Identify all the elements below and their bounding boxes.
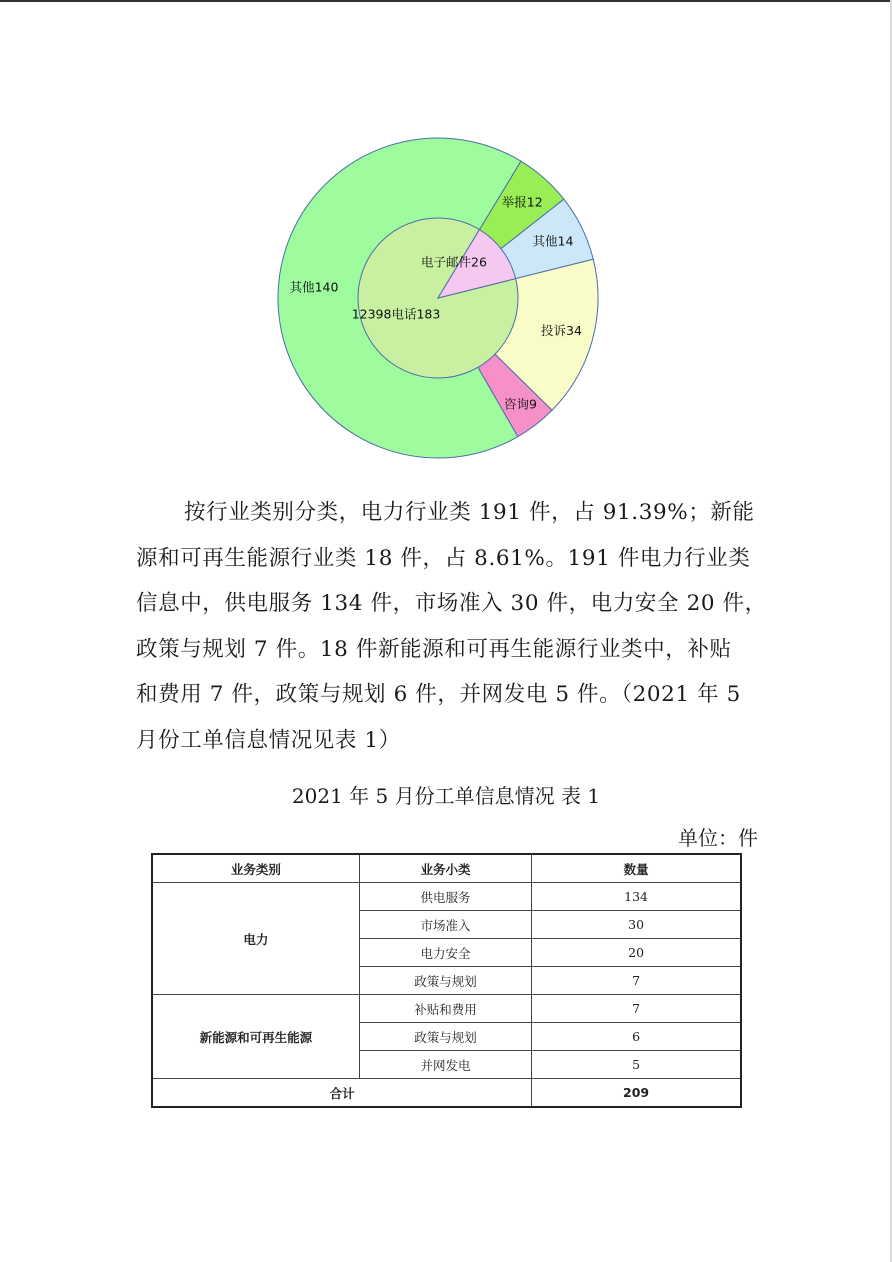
table-unit: 单位：件	[678, 826, 758, 850]
paragraph-line: 和费用 7 件，政策与规划 6 件，并网发电 5 件。（2021 年 5	[136, 682, 741, 707]
header-category: 业务类别	[152, 854, 359, 883]
paragraph-line: 月份工单信息情况见表 1）	[136, 727, 401, 753]
subcategory-cell: 电力安全	[359, 939, 531, 967]
table-row	[152, 883, 741, 911]
category-cell: 新能源和可再生能源	[152, 995, 359, 1079]
work-order-table	[151, 853, 742, 1108]
chart-data-label: 其他14	[532, 233, 574, 249]
paragraph-line: 源和可再生能源行业类 18 件，占 8.61%。191 件电力行业类	[136, 545, 751, 571]
subcategory-cell: 政策与规划	[359, 967, 531, 995]
page-top-border	[0, 0, 892, 2]
chart-data-label: 举报12	[501, 194, 543, 210]
count-cell: 7	[532, 967, 741, 995]
donut-chart	[270, 135, 610, 465]
count-cell: 20	[532, 939, 741, 967]
body-paragraph	[136, 490, 767, 763]
header-subcategory: 业务小类	[359, 854, 531, 883]
chart-data-label: 投诉34	[541, 323, 582, 339]
subcategory-cell: 并网发电	[359, 1051, 531, 1079]
subcategory-cell: 市场准入	[359, 911, 531, 939]
count-cell: 134	[532, 883, 741, 911]
chart-data-label: 电子邮件26	[421, 254, 487, 270]
count-cell: 5	[532, 1051, 741, 1079]
chart-data-label: 12398电话183	[351, 306, 441, 322]
paragraph-line: 政策与规划 7 件。18 件新能源和可再生能源行业类中，补贴	[136, 636, 732, 662]
header-count: 数量	[532, 854, 741, 883]
chart-data-label: 其他140	[289, 279, 339, 295]
subcategory-cell: 供电服务	[359, 883, 531, 911]
subcategory-cell: 政策与规划	[359, 1023, 531, 1051]
paragraph-line: 信息中，供电服务 134 件，市场准入 30 件，电力安全 20 件，	[136, 591, 767, 616]
count-cell: 7	[532, 995, 741, 1023]
table-total-row	[152, 1079, 741, 1108]
table-row	[152, 995, 741, 1023]
chart-data-label: 咨询9	[504, 396, 538, 412]
count-cell: 6	[532, 1023, 741, 1051]
count-cell: 30	[532, 911, 741, 939]
total-value: 209	[532, 1079, 741, 1108]
table-header-row	[152, 854, 741, 883]
total-label: 合计	[152, 1079, 532, 1108]
paragraph-line: 按行业类别分类，电力行业类 191 件，占 91.39%；新能	[184, 500, 755, 525]
subcategory-cell: 补贴和费用	[359, 995, 531, 1023]
table-title: 2021 年 5 月份工单信息情况 表 1	[291, 784, 601, 808]
category-cell: 电力	[152, 883, 359, 995]
